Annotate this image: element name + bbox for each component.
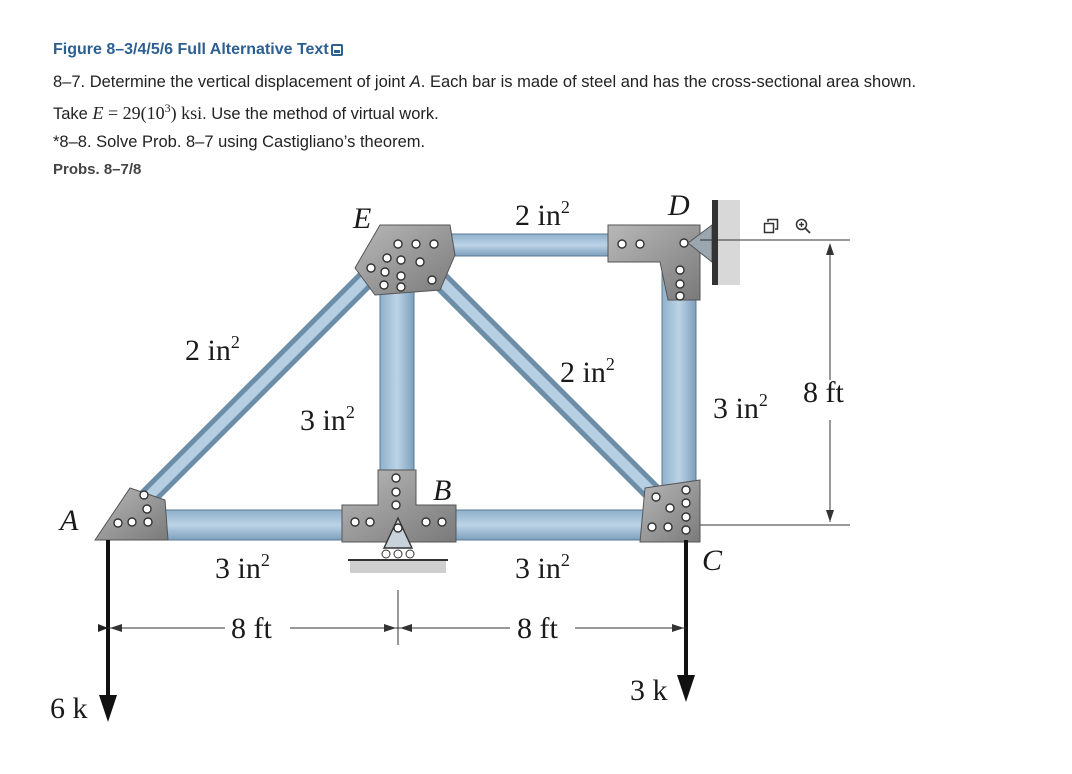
dim-DC: 8 ft (803, 376, 844, 409)
svg-text:2 in2: 2 $in^2$ (185, 332, 240, 367)
label-C: C (702, 544, 723, 577)
figure-number: Figure 8–3/4/5/6 (53, 41, 174, 58)
dim-AB: 8 ft (231, 612, 272, 645)
zoom-in-icon[interactable] (794, 217, 812, 235)
figure-toolbar (762, 217, 812, 235)
problem-8-8: *8–8. Solve Prob. 8–7 using Castigliano’s theorem. (53, 133, 426, 151)
svg-text:3 in2: 3 $in^2$ (713, 390, 768, 425)
area-DC: 3 in (713, 392, 759, 425)
truss-figure (0, 180, 1072, 769)
truss-diagram (0, 180, 1072, 769)
member-EB (380, 270, 414, 480)
area-EC: 2 in (560, 356, 606, 389)
load-label-C: 3 k (630, 674, 668, 707)
problem-8-7: 8–7. Determine the vertical displacement of joint A. Each bar is made of steel and has the cross-sectional area shown. Take $E = 29(10^3)$ ksi. Use the method of virtual work. (53, 73, 917, 123)
elastic-modulus: $E = 29(10^3)$ ksi (92, 101, 203, 123)
svg-text:2 in2: 2 $in^2$ (560, 354, 615, 389)
area-EB: 3 in (300, 404, 346, 437)
popup-icon[interactable] (331, 44, 343, 56)
plate-D (608, 225, 700, 300)
problem-text (53, 40, 1063, 193)
alt-text-link[interactable]: Full Alternative Text (178, 41, 343, 58)
area-AB: 3 in (215, 552, 261, 585)
expand-icon[interactable] (762, 217, 780, 235)
dim-BC: 8 ft (517, 612, 558, 645)
label-D: D (668, 189, 690, 222)
member-BC (440, 510, 660, 540)
label-E: E (353, 202, 372, 235)
svg-text:3 in2: 3 $in^2$ (515, 550, 570, 585)
svg-text:3 in2: 3 $in^2$ (300, 402, 355, 437)
svg-text:2 in2: 2 $in^2$ (515, 197, 570, 232)
area-BC: 3 in (515, 552, 561, 585)
area-ED: 2 in (515, 199, 561, 232)
label-A: A (60, 504, 79, 537)
svg-text:3 in2: 3 $in^2$ (215, 550, 270, 585)
figure-title (53, 40, 1063, 60)
load-label-A: 6 k (50, 692, 88, 725)
label-B: B (433, 474, 452, 507)
probs-label: Probs. 8–7/8 (53, 161, 142, 178)
area-AE: 2 in (185, 334, 231, 367)
member-DC (662, 270, 696, 500)
